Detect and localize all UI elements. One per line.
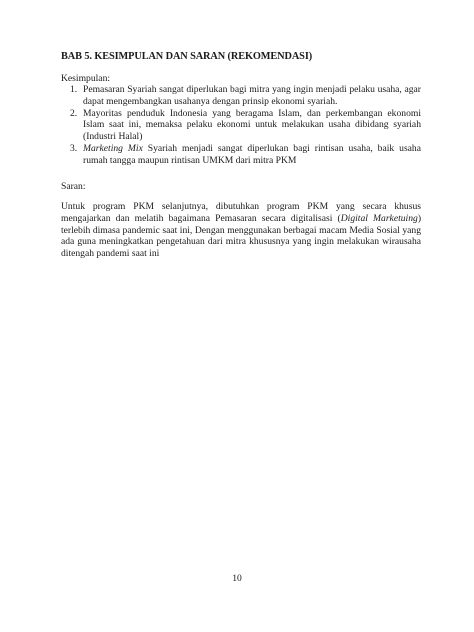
saran-label: Saran:	[61, 181, 86, 192]
chapter-heading: BAB 5. KESIMPULAN DAN SARAN (REKOMENDASI)	[61, 51, 313, 62]
page-number: 10	[232, 573, 242, 584]
list-item-number: 2.	[70, 107, 78, 119]
list-item-text: Syariah menjadi sangat diperlukan bagi rintisan usaha, baik usaha rumah tangga maupun rintisan UMKM dari mitra PKM	[83, 142, 421, 166]
list-item-italic-term: Marketing Mix	[83, 142, 143, 154]
list-item	[61, 143, 421, 167]
list-item	[61, 84, 421, 108]
saran-paragraph	[61, 201, 421, 260]
saran-text-part: ) terlebih dimasa pandemic saat ini, Dengan menggunakan berbagai macam Media Sosial yang ada guna meningkatkan pengetahuan dari mitra khususnya yang ingin melakukan wirausaha ditengah pandemi saat ini	[61, 212, 422, 260]
saran-text-part: Untuk program PKM selanjutnya, dibutuhkan program PKM yang secara khusus mengajarkan dan melatih bagaimana Pemasaran secara digitalisasi (	[61, 201, 421, 224]
list-item	[61, 108, 421, 143]
list-item-text: Pemasaran Syariah sangat diperlukan bagi mitra yang ingin menjadi pelaku usaha, agar dapat mengembangkan usahanya dengan prinsip ekonomi syariah.	[83, 84, 421, 107]
kesimpulan-label: Kesimpulan:	[61, 73, 111, 84]
list-item-text: Mayoritas penduduk Indonesia yang beragama Islam, dan perkembangan ekonomi Islam saat ini, memaksa pelaku ekonomi untuk melakukan usaha dibidang syariah (Industri Halal)	[83, 107, 421, 143]
list-item-number: 3.	[70, 142, 78, 154]
saran-italic-term: Digital Marketuing	[340, 212, 418, 224]
kesimpulan-list	[61, 84, 421, 167]
list-item-number: 1.	[70, 84, 78, 95]
